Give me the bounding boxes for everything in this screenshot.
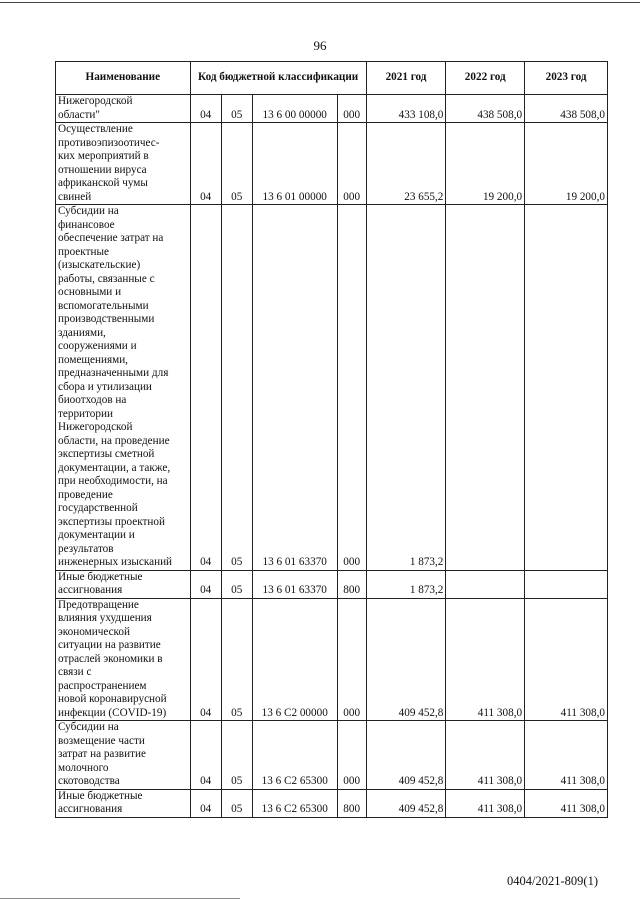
row-name-line: зданиями, (58, 326, 106, 339)
row-name-line: предназначенными для (58, 367, 169, 379)
section-code: 04 (190, 123, 221, 205)
header-name: Наименование (56, 62, 191, 95)
row-name-line: молочного (58, 761, 109, 774)
section-code: 04 (190, 598, 221, 721)
amount-2023: 19 200,0 (525, 123, 608, 205)
row-name (56, 598, 191, 721)
row-name (56, 95, 191, 123)
row-name-line: документации и (58, 529, 135, 541)
page-number: 96 (313, 38, 327, 53)
table-row (56, 123, 608, 205)
row-name-line: государственной (58, 502, 138, 514)
target-article-code: 13 6 С2 00000 (252, 598, 337, 721)
amount-2022 (446, 570, 525, 598)
amount-2022: 438 508,0 (446, 95, 525, 123)
row-name-line: биоотходов на (58, 394, 127, 406)
row-name-line: Предотвращение (58, 598, 139, 611)
target-article-code: 13 6 01 00000 (252, 123, 337, 205)
row-name-line: африканской чумы (58, 177, 148, 189)
subsection-code: 05 (221, 570, 252, 598)
row-name-line: противоэпизоотичес- (58, 136, 160, 149)
amount-2021: 433 108,0 (366, 95, 446, 123)
row-name-line: основными и (58, 286, 122, 298)
target-article-code: 13 6 00 00000 (252, 95, 337, 123)
expense-kind-code: 000 (337, 721, 366, 790)
row-name-line: экспертизы проектной (58, 515, 165, 528)
amount-2021: 409 452,8 (366, 721, 446, 790)
amount-2022: 411 308,0 (446, 721, 525, 790)
subsection-code: 05 (221, 205, 252, 571)
row-name-line: помещениями, (58, 353, 128, 366)
row-name (56, 789, 191, 817)
amount-2022: 411 308,0 (446, 598, 525, 721)
amount-2022: 19 200,0 (446, 123, 525, 205)
row-name-line: ких мероприятий в (58, 150, 149, 162)
row-name-line: инженерных изысканий (58, 556, 173, 568)
target-article-code: 13 6 С2 65300 (252, 721, 337, 790)
row-name (56, 570, 191, 598)
target-article-code: 13 6 01 63370 (252, 205, 337, 571)
row-name-line: инфекции (COVID-19) (58, 706, 167, 719)
bottom-rule (0, 898, 240, 899)
expense-kind-code: 000 (337, 123, 366, 205)
section-code: 04 (190, 205, 221, 571)
amount-2023: 438 508,0 (525, 95, 608, 123)
row-name-line: Осуществление (58, 123, 133, 135)
section-code: 04 (190, 95, 221, 123)
row-name-line: вспомогательными (58, 299, 149, 312)
budget-table (55, 61, 608, 818)
amount-2023: 411 308,0 (525, 789, 608, 817)
row-name-line: ассигнования (58, 584, 123, 596)
row-name-line: сооружениями и (58, 340, 137, 352)
row-name-line: (изыскательские) (58, 259, 141, 271)
row-name-line: Нижегородской (58, 95, 133, 107)
row-name-line: обеспечение затрат на (58, 232, 164, 244)
amount-2023 (525, 205, 608, 571)
row-name-line: влияния ухудшения (58, 612, 152, 624)
row-name-line: ассигнования (58, 803, 123, 815)
row-name-line: возмещение части (58, 734, 145, 747)
row-name-line: работы, связанные с (58, 272, 155, 285)
section-code: 04 (190, 570, 221, 598)
amount-2021: 409 452,8 (366, 789, 446, 817)
row-name-line: новой коронавирусной (58, 693, 167, 705)
target-article-code: 13 6 С2 65300 (252, 789, 337, 817)
table-header-row (56, 62, 608, 95)
row-name-line: отраслей экономики в (58, 652, 163, 665)
section-code: 04 (190, 789, 221, 817)
table-row (56, 598, 608, 721)
expense-kind-code: 000 (337, 598, 366, 721)
row-name-line: Иные бюджетные (58, 570, 143, 583)
table-row (56, 95, 608, 123)
row-name-line: Субсидии на (58, 205, 119, 217)
row-name-line: связи с (58, 666, 92, 678)
subsection-code: 05 (221, 721, 252, 790)
amount-2022 (446, 205, 525, 571)
amount-2023 (525, 570, 608, 598)
row-name-line: производственными (58, 313, 155, 325)
amount-2021: 23 655,2 (366, 123, 446, 205)
amount-2022: 411 308,0 (446, 789, 525, 817)
target-article-code: 13 6 01 63370 (252, 570, 337, 598)
row-name-line: распространением (58, 679, 147, 692)
expense-kind-code: 000 (337, 205, 366, 571)
amount-2021: 1 873,2 (366, 570, 446, 598)
row-name-line: сбора и утилизации (58, 380, 152, 393)
amount-2021: 1 873,2 (366, 205, 446, 571)
header-year-2021: 2021 год (366, 62, 446, 95)
table-row (56, 205, 608, 571)
row-name-line: Иные бюджетные (58, 789, 143, 802)
row-name-line: области, на проведение (58, 434, 170, 447)
expense-kind-code: 800 (337, 789, 366, 817)
row-name-line: финансовое (58, 218, 115, 231)
row-name-line: документации, а также, (58, 461, 171, 474)
expense-kind-code: 000 (337, 95, 366, 123)
table-body (56, 95, 608, 818)
row-name-line: проектные (58, 245, 109, 258)
amount-2021: 409 452,8 (366, 598, 446, 721)
row-name-line: ситуации на развитие (58, 639, 161, 651)
table-row (56, 721, 608, 790)
row-name-line: скотоводства (58, 775, 120, 787)
row-name-line: при необходимости, на (58, 475, 168, 487)
expense-kind-code: 800 (337, 570, 366, 598)
row-name (56, 123, 191, 205)
subsection-code: 05 (221, 123, 252, 205)
row-name-line: экспертизы сметной (58, 448, 155, 460)
row-name-line: результатов (58, 542, 114, 555)
row-name-line: экономической (58, 625, 130, 638)
row-name (56, 721, 191, 790)
row-name-line: Нижегородской (58, 421, 133, 433)
row-name-line: территории (58, 407, 113, 420)
row-name-line: затрат на развитие (58, 748, 146, 760)
subsection-code: 05 (221, 598, 252, 721)
header-year-2023: 2023 год (525, 62, 608, 95)
subsection-code: 05 (221, 95, 252, 123)
top-rule (0, 2, 640, 3)
amount-2023: 411 308,0 (525, 721, 608, 790)
row-name-line: Субсидии на (58, 721, 119, 733)
table-row (56, 570, 608, 598)
row-name-line: области" (58, 108, 100, 121)
amount-2023: 411 308,0 (525, 598, 608, 721)
table-row (56, 789, 608, 817)
row-name-line: проведение (58, 488, 113, 501)
document-number: 0404/2021-809(1) (507, 874, 598, 888)
row-name-line: свиней (58, 190, 92, 203)
header-year-2022: 2022 год (446, 62, 525, 95)
subsection-code: 05 (221, 789, 252, 817)
header-budget-code: Код бюджетной классификации (190, 62, 366, 95)
row-name-line: отношении вируса (58, 163, 147, 176)
row-name (56, 205, 191, 571)
section-code: 04 (190, 721, 221, 790)
